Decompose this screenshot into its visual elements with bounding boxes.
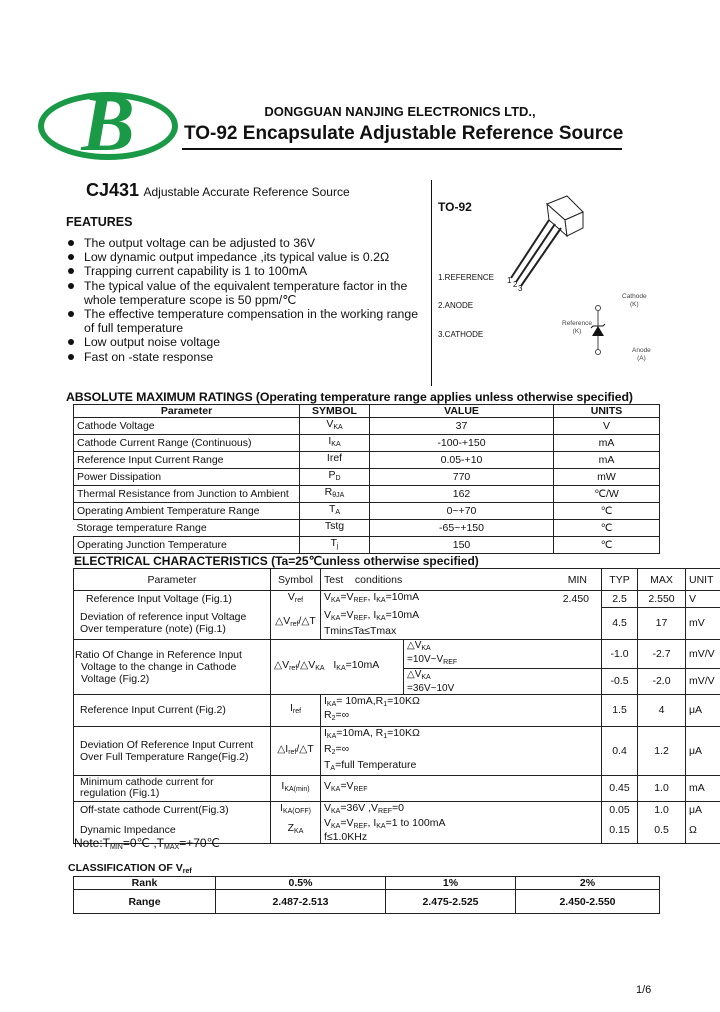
parameter: Thermal Resistance from Junction to Ambient [74, 486, 300, 503]
col-header: Parameter [74, 569, 271, 591]
pin-label: 3.CATHODE [438, 330, 484, 339]
col-header: UNIT [686, 569, 720, 591]
anode-text: Anode [632, 347, 651, 354]
feature-item: Low dynamic output impedance ,its typical value is 0.2Ω [66, 250, 426, 264]
typ: 4.5 [602, 607, 638, 639]
col-header: MAX [638, 569, 686, 591]
elec-title: ELECTRICAL CHARACTERISTICS (Ta=25℃unless otherwise specified) [74, 554, 479, 568]
value: 770 [370, 469, 554, 486]
condition: $I_{KA}= 10mA,R_1=10K\Omega$ $R_2=\infty$ [321, 694, 602, 726]
symbol-sub: j [336, 543, 339, 550]
reference-label [562, 320, 592, 336]
page-number: 1/6 [636, 984, 652, 996]
unit: μA [686, 694, 720, 726]
param-line: Voltage to the change in Cathode [81, 660, 237, 673]
value: 150 [370, 537, 554, 554]
col-header: Symbol [271, 569, 321, 591]
temperature-note: $Note:T_{MIN}=0℃$ $,T_{MAX}=+70℃$ [74, 836, 221, 851]
symbol-main: I [328, 435, 332, 447]
col-header: SYMBOL [300, 405, 370, 418]
symbol-sub: D [335, 475, 341, 482]
cell: 2.487-2.513 [216, 890, 386, 914]
max: 17 [638, 607, 686, 639]
max: -2.0 [638, 668, 686, 694]
typ: -1.0 [602, 639, 638, 668]
max: 1.2 [638, 726, 686, 775]
to92-package-drawing [505, 190, 585, 290]
table-row [74, 486, 660, 503]
parameter: Operating Junction Temperature [74, 537, 300, 554]
symbol [300, 435, 370, 452]
symbol-text: $\triangle V_{ref}/\triangle V_{KA}$ [274, 658, 325, 672]
value: 37 [370, 418, 554, 435]
symbol: $\triangle I_{ref}/\triangle T$ [271, 726, 321, 775]
col-header: 0.5% [216, 877, 386, 890]
typ: -0.5 [602, 668, 638, 694]
condition: $V_{KA}=V_{REF}$, $I_{KA}=10mA$ [321, 591, 489, 608]
param: Reference Input Voltage (Fig.1) [74, 591, 271, 608]
abs-max-title: ABSOLUTE MAXIMUM RATINGS (Operating temperature range applies unless otherwise specified) [66, 390, 633, 404]
electrical-characteristics-table [73, 568, 720, 844]
cell: Range [74, 890, 216, 914]
parameter: Operating Ambient Temperature Range [74, 503, 300, 520]
param [74, 639, 271, 694]
feature-item: The effective temperature compensation in the working range of full temperature [66, 307, 426, 335]
feature-item: Low output noise voltage [66, 335, 426, 349]
value: 0.05-+10 [370, 452, 554, 469]
col-header: UNITS [554, 405, 660, 418]
typ: 1.5 [602, 694, 638, 726]
cathode-text: Cathode [622, 293, 647, 300]
param-line: Deviation Of Reference Input Current [80, 738, 254, 751]
part-subtitle: Adjustable Accurate Reference Source [143, 185, 350, 199]
features-list [66, 236, 426, 364]
symbol-main: T [328, 503, 336, 515]
min: 2.450 [489, 591, 602, 608]
max: 0.5 [638, 818, 686, 844]
param-line: Ratio Of Change in Reference Input [75, 648, 242, 661]
table-row [74, 801, 720, 818]
cathode-k: (K) [629, 301, 639, 308]
symbol-main: R [324, 486, 333, 498]
parameter: Power Dissipation [74, 469, 300, 486]
table-row [74, 591, 720, 608]
max: 2.550 [638, 591, 686, 608]
table-row [74, 418, 660, 435]
symbol-sub: KA [331, 441, 341, 448]
part-number: CJ431 [86, 180, 140, 200]
parameter: Storage temperature Range [74, 520, 300, 537]
param [74, 607, 271, 639]
max: -2.7 [638, 639, 686, 668]
sub-condition: $\triangle V_{KA}$ $=10V\sim V_{REF}$ [404, 639, 602, 668]
table-row [74, 890, 660, 914]
unit: mV [686, 607, 720, 639]
param [74, 775, 271, 801]
condition: $V_{KA}=36V$ $,V_{REF}=0$ [321, 801, 602, 818]
pin-number: 1 [507, 276, 512, 285]
table-row [74, 452, 660, 469]
symbol [300, 520, 370, 537]
param-line: Minimum cathode current for [80, 776, 214, 788]
anode-a: (A) [637, 355, 646, 362]
units: mA [554, 452, 660, 469]
param-line: Over Full Temperature Range(Fig.2) [80, 750, 249, 763]
param-line: Deviation of reference input Voltage [80, 610, 247, 623]
param: Dynamic Impedance [74, 818, 271, 844]
reference-k: (K) [572, 328, 582, 335]
table-row [74, 726, 720, 775]
symbol: $V_{ref}$ [271, 591, 321, 608]
table-row [74, 469, 660, 486]
table-row [74, 694, 720, 726]
anode-label [632, 347, 651, 363]
condition: $I_{KA}=10mA$, $R_1=10K\Omega$ $R_2=\infty$ $T_A=full$ Temperature [321, 726, 602, 775]
symbol [300, 486, 370, 503]
unit: μA [686, 801, 720, 818]
symbol: $I_{KA(OFF)}$ [271, 801, 321, 818]
symbol-main: Tstg [324, 520, 345, 532]
title-underline [182, 148, 622, 150]
units: ℃ [554, 503, 660, 520]
typ: 0.05 [602, 801, 638, 818]
symbol-sub: θJA [332, 492, 345, 499]
unit: V [686, 591, 720, 608]
reference-text: Reference [562, 320, 592, 327]
units: ℃ [554, 537, 660, 554]
max: 4 [638, 694, 686, 726]
pin-number: 3 [518, 284, 523, 293]
classification-title: CLASSIFICATION OF $V_{ref}$ [68, 862, 192, 875]
feature-item: The output voltage can be adjusted to 36V [66, 236, 426, 250]
classification-table [73, 876, 660, 914]
company-logo-letter: B [81, 80, 135, 168]
cell: 2.450-2.550 [516, 890, 660, 914]
param-line: Voltage (Fig.2) [81, 672, 150, 685]
table-row [74, 639, 720, 668]
units: mW [554, 469, 660, 486]
features-heading: FEATURES [66, 215, 133, 229]
company-name: DONGGUAN NANJING ELECTRONICS LTD., [264, 104, 536, 119]
col-header: Test conditions [321, 569, 489, 591]
value: 0~+70 [370, 503, 554, 520]
symbol [300, 537, 370, 554]
condition [321, 607, 602, 639]
table-row [74, 435, 660, 452]
symbol: $Z_{KA}$ [271, 818, 321, 844]
parameter: Reference Input Current Range [74, 452, 300, 469]
symbol [300, 503, 370, 520]
parameter: Cathode Voltage [74, 418, 300, 435]
feature-item: Fast on -state response [66, 350, 426, 364]
abs-max-table [73, 404, 660, 554]
unit: μA [686, 726, 720, 775]
symbol: $\triangle V_{ref}/\triangle T$ [271, 607, 321, 639]
param: Off-state cathode Current(Fig.3) [74, 801, 271, 818]
package-panel-divider [431, 180, 432, 386]
param: Reference Input Current (Fig.2) [74, 694, 271, 726]
value: -65~+150 [370, 520, 554, 537]
pin-label: 2.ANODE [438, 301, 474, 310]
feature-item: The typical value of the equivalent temperature factor in the whole temperature scope is 50 ppm/℃ [66, 279, 426, 307]
condition: $V_{KA}=V_{REF}$ [321, 775, 602, 801]
cathode-label [622, 293, 647, 309]
cell: 2.475-2.525 [386, 890, 516, 914]
symbol-sub: A [335, 509, 341, 516]
col-header: TYP [602, 569, 638, 591]
symbol-main: P [328, 469, 336, 481]
table-row [74, 537, 660, 554]
document-title: TO-92 Encapsulate Adjustable Reference Source [184, 123, 624, 144]
value: -100-+150 [370, 435, 554, 452]
symbol: $I_{KA(min)}$ [271, 775, 321, 801]
symbol-sub: KA [333, 424, 343, 431]
col-header: 2% [516, 877, 660, 890]
col-header: 1% [386, 877, 516, 890]
table-row [74, 775, 720, 801]
unit: mV/V [686, 668, 720, 694]
col-header: VALUE [370, 405, 554, 418]
unit: mV/V [686, 639, 720, 668]
param-line: regulation (Fig.1) [80, 787, 160, 799]
typ: 0.45 [602, 775, 638, 801]
param [74, 726, 271, 775]
units: V [554, 418, 660, 435]
col-header: Rank [74, 877, 216, 890]
typ: 2.5 [602, 591, 638, 608]
sub-condition: $\triangle V_{KA}$ =36V~10V [404, 668, 602, 694]
symbol [300, 469, 370, 486]
symbol-main: T [330, 537, 337, 549]
pin-number: 2 [513, 280, 518, 289]
table-row [74, 520, 660, 537]
condition-line: Tmin≤Ta≤Tmax [324, 624, 397, 637]
units: ℃/W [554, 486, 660, 503]
symbol [300, 418, 370, 435]
symbol [300, 452, 370, 469]
symbol-main: V [326, 418, 334, 430]
table-row [74, 503, 660, 520]
package-name: TO-92 [438, 200, 472, 214]
typ: 0.15 [602, 818, 638, 844]
units: mA [554, 435, 660, 452]
unit: Ω [686, 818, 720, 844]
typ: 0.4 [602, 726, 638, 775]
symbol: $I_{ref}$ [271, 694, 321, 726]
param-line: Over temperature (note) (Fig.1) [80, 622, 226, 635]
condition-line: $V_{KA}=V_{REF}$, $I_{KA}=10mA$ [324, 608, 420, 622]
max: 1.0 [638, 775, 686, 801]
symbol [271, 639, 404, 694]
feature-item: Trapping current capability is 1 to 100mA [66, 264, 426, 278]
condition-text: $I_{KA}=10mA$ [333, 658, 380, 672]
parameter: Cathode Current Range (Continuous) [74, 435, 300, 452]
col-header: MIN [489, 569, 602, 591]
table-row [74, 607, 720, 639]
product-heading [86, 180, 350, 201]
col-header: Parameter [74, 405, 300, 418]
max: 1.0 [638, 801, 686, 818]
units: ℃ [554, 520, 660, 537]
unit: mA [686, 775, 720, 801]
symbol-main: Iref [326, 452, 343, 464]
value: 162 [370, 486, 554, 503]
pin-label: 1.REFERENCE [438, 273, 495, 282]
condition: $V_{KA}=V_{REF}$, $I_{KA}=1$ to 100mA f≤1.0KHz [321, 818, 602, 844]
